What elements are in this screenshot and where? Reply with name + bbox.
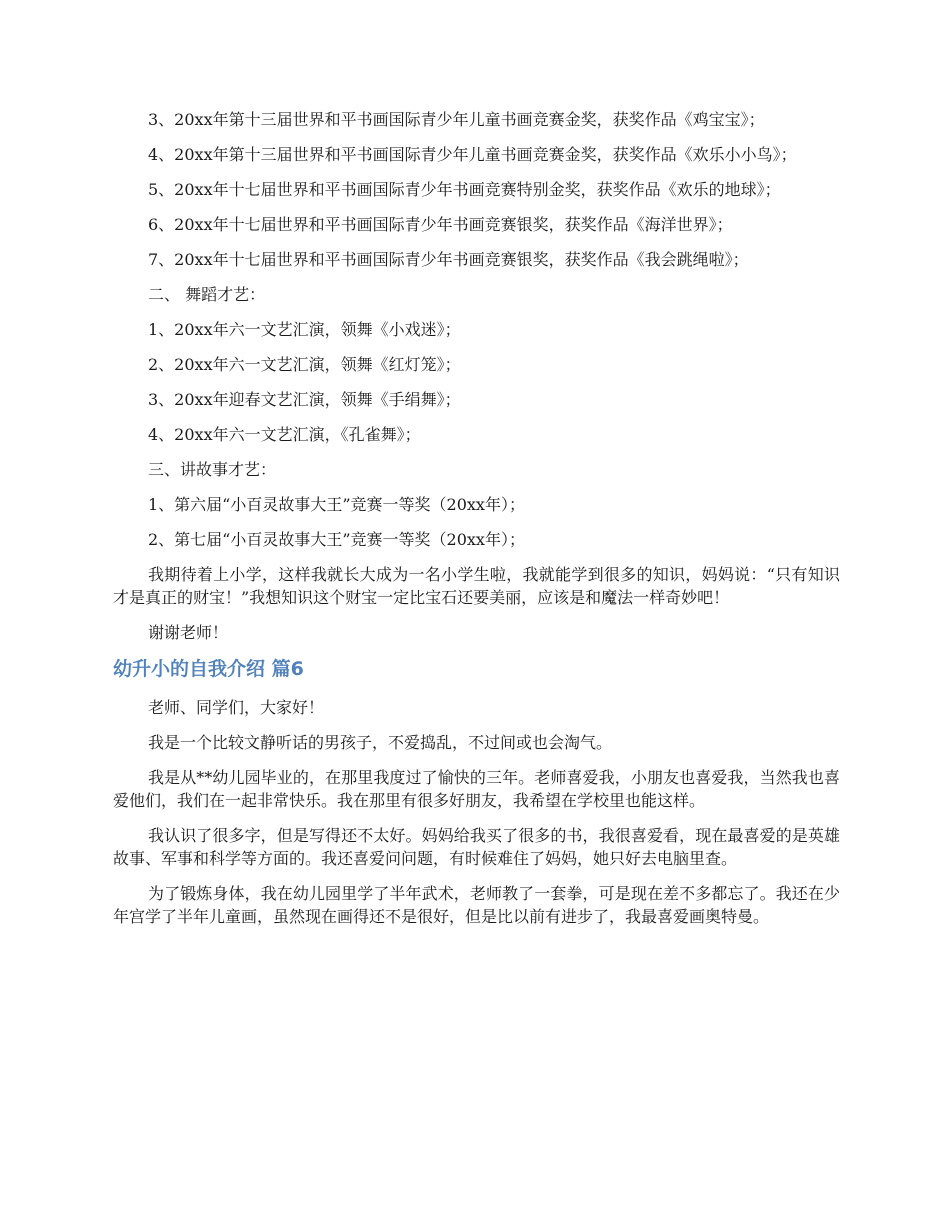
kindergarten-paragraph: 我是从**幼儿园毕业的，在那里我度过了愉快的三年。老师喜爱我，小朋友也喜爱我，当然我也喜爱他们，我们在一起非常快乐。我在那里有很多好朋友，我希望在学校里也能这样。 xyxy=(113,768,840,810)
award-item-7: 7、20xx年十七届世界和平书画国际青少年书画竞赛银奖，获奖作品《我会跳绳啦》； xyxy=(148,250,749,269)
intro-paragraph: 我是一个比较文静听话的男孩子，不爱捣乱，不过间或也会淘气。 xyxy=(148,733,613,752)
document-page xyxy=(113,108,840,940)
storytelling-title: 三、讲故事才艺： xyxy=(148,460,277,479)
award-item-3: 3、20xx年第十三届世界和平书画国际青少年儿童书画竞赛金奖，获奖作品《鸡宝宝》； xyxy=(148,110,765,129)
dance-item-3: 3、20xx年迎春文艺汇演，领舞《手绢舞》； xyxy=(148,390,461,409)
award-item-6: 6、20xx年十七届世界和平书画国际青少年书画竞赛银奖，获奖作品《海洋世界》； xyxy=(148,215,733,234)
reading-paragraph: 我认识了很多字，但是写得还不太好。妈妈给我买了很多的书，我很喜爱看，现在最喜爱的是英雄故事、军事和科学等方面的。我还喜爱问问题，有时候难住了妈妈，她只好去电脑里查。 xyxy=(113,826,840,868)
dance-item-1: 1、20xx年六一文艺汇演，领舞《小戏迷》； xyxy=(148,320,461,339)
dance-item-4: 4、20xx年六一文艺汇演，《孔雀舞》； xyxy=(148,425,421,444)
award-item-4: 4、20xx年第十三届世界和平书画国际青少年儿童书画竞赛金奖，获奖作品《欢乐小小鸟》； xyxy=(148,145,797,164)
closing-paragraph: 我期待着上小学，这样我就长大成为一名小学生啦，我就能学到很多的知识，妈妈说：“只有知识才是真正的财宝！”我想知识这个财宝一定比宝石还要美丽，应该是和魔法一样奇妙吧！ xyxy=(113,565,840,607)
award-item-5: 5、20xx年十七届世界和平书画国际青少年书画竞赛特别金奖，获奖作品《欢乐的地球》； xyxy=(148,180,781,199)
activities-paragraph: 为了锻炼身体，我在幼儿园里学了半年武术，老师教了一套拳，可是现在差不多都忘了。我还在少年宫学了半年儿童画，虽然现在画得还不是很好，但是比以前有进步了，我最喜爱画奥特曼。 xyxy=(113,884,840,926)
greeting-line: 老师、同学们，大家好！ xyxy=(148,698,325,717)
story-item-1: 1、第六届“小百灵故事大王”竞赛一等奖（20xx年）； xyxy=(148,495,525,514)
dance-talent-title: 二、 舞蹈才艺： xyxy=(148,285,266,304)
story-item-2: 2、第七届“小百灵故事大王”竞赛一等奖（20xx年）； xyxy=(148,530,525,549)
section-heading: 幼升小的自我介绍 篇6 xyxy=(113,658,304,680)
thanks-line: 谢谢老师！ xyxy=(148,623,229,642)
dance-item-2: 2、20xx年六一文艺汇演，领舞《红灯笼》； xyxy=(148,355,461,374)
